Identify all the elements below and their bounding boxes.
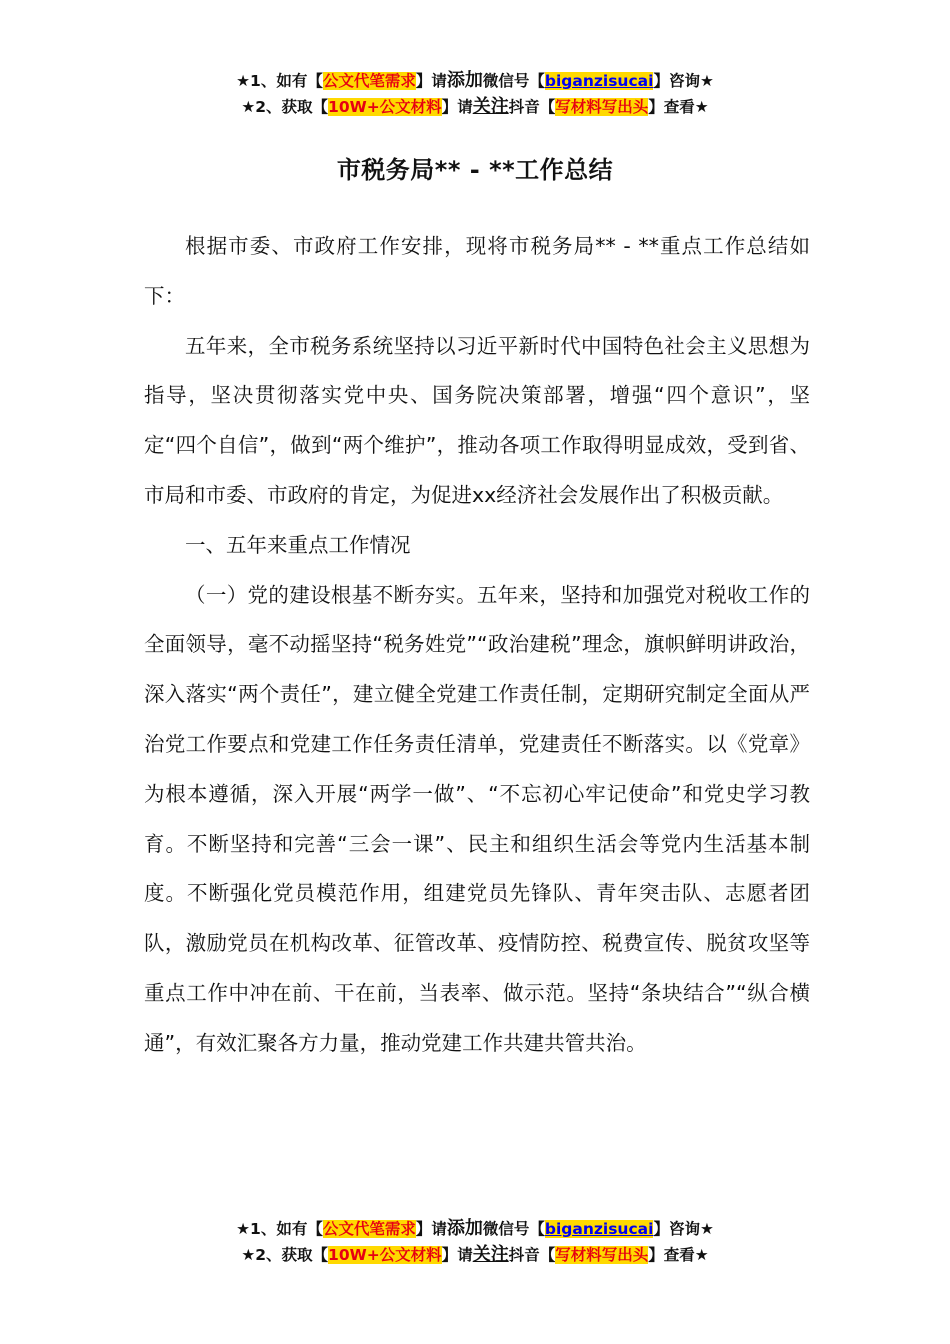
promo-text: 抖音【 [508, 98, 556, 116]
promo-highlight-service: 公文代笔需求 [322, 1220, 416, 1238]
promo-text: 】请 [441, 1246, 473, 1264]
promo-text: 抖音【 [508, 1246, 556, 1264]
promo-text: 微信号【 [482, 72, 545, 90]
douyin-account: 写材料写出头 [555, 98, 649, 116]
promo-text: 】查看★ [648, 98, 709, 116]
promo-line-1 [0, 68, 950, 94]
promo-text: 】请 [441, 98, 473, 116]
promo-text: ★2、获取【 [241, 1246, 329, 1264]
document-body [144, 222, 810, 1069]
douyin-account: 写材料写出头 [555, 1246, 649, 1264]
section-heading: 一、五年来重点工作情况 [185, 532, 411, 557]
party-building-paragraph: （一）党的建设根基不断夯实。五年来，坚持和加强党对税收工作的全面领导，毫不动摇坚持“税务姓党”“政治建税”理念，旗帜鲜明讲政治，深入落实“两个责任”，建立健全党建工作责任制，定期研究制定全面从严治党工作要点和党建工作任务责任清单，党建责任不断落实。以《党章》为根本遵循，深入开展“两学一做”、“不忘初心牢记使命”和党史学习教育。不断坚持和完善“三会一课”、民主和组织生活会等党内生活基本制度。不断强化党员模范作用，组建党员先锋队、青年突击队、志愿者团队，激励党员在机构改革、征管改革、疫情防控、税费宣传、脱贫攻坚等重点工作中冲在前、干在前，当表率、做示范。坚持“条块结合”“纵合横通”，有效汇聚各方力量，推动党建工作共建共管共治。 [144, 582, 810, 1055]
promo-emphasis: 关注 [472, 1244, 509, 1265]
promo-text: 微信号【 [482, 1220, 545, 1238]
promo-line-2 [0, 94, 950, 120]
document-title: 市税务局** - **工作总结 [336, 156, 614, 184]
promo-highlight-materials: 10W+公文材料 [328, 98, 442, 116]
promo-banner-bottom [0, 1216, 950, 1268]
promo-text: ★1、如有【 [236, 72, 323, 90]
overview-paragraph: 五年来，全市税务系统坚持以习近平新时代中国特色社会主义思想为指导，坚决贯彻落实党中央、国务院决策部署，增强“四个意识”，坚定“四个自信”，做到“两个维护”，推动各项工作取得明显成效，受到省、市局和市委、市政府的肯定，为促进xx经济社会发展作出了积极贡献。 [144, 333, 810, 507]
promo-emphasis: 添加 [446, 70, 483, 91]
wechat-id-link[interactable]: biganzisucai [544, 72, 654, 90]
promo-highlight-service: 公文代笔需求 [322, 72, 416, 90]
wechat-id-link[interactable]: biganzisucai [544, 1220, 654, 1238]
intro-paragraph: 根据市委、市政府工作安排，现将市税务局** - **重点工作总结如下： [144, 234, 810, 308]
promo-emphasis: 添加 [446, 1218, 483, 1239]
promo-line-2 [0, 1242, 950, 1268]
promo-text: 】咨询★ [653, 1220, 714, 1238]
promo-line-1 [0, 1216, 950, 1242]
promo-highlight-materials: 10W+公文材料 [328, 1246, 442, 1264]
promo-banner-top [0, 68, 950, 120]
promo-text: ★2、获取【 [241, 98, 329, 116]
promo-emphasis: 关注 [472, 96, 509, 117]
promo-text: 】查看★ [648, 1246, 709, 1264]
promo-text: 】请 [415, 72, 447, 90]
promo-text: 】咨询★ [653, 72, 714, 90]
promo-text: ★1、如有【 [236, 1220, 323, 1238]
promo-text: 】请 [415, 1220, 447, 1238]
